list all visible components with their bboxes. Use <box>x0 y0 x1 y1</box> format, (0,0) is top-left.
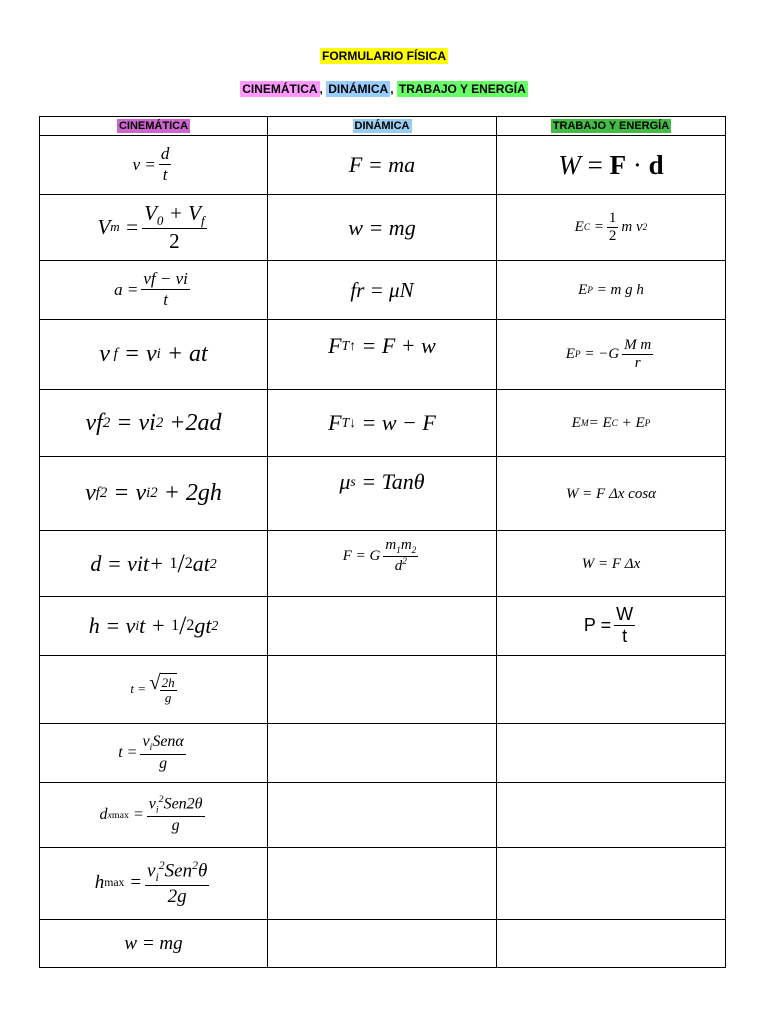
formula-peso: w = mg <box>268 195 497 261</box>
empty-cell <box>268 920 497 968</box>
formula-peso-cinematica: w = mg <box>40 920 268 968</box>
empty-cell <box>497 848 726 920</box>
formula-trabajo: W = F · d <box>497 136 726 195</box>
formula-potencia: P = $\frac{W}{t}$ <box>497 597 726 656</box>
formula-coeficiente-friccion: μ s = Tanθ <box>268 457 497 531</box>
header-cinematica: CINEMÁTICA <box>40 117 268 136</box>
formula-velocidad-media: V m = $\frac{V_0 + V_f}{2}$ <box>40 195 268 261</box>
table-row <box>40 920 726 968</box>
formula-aceleracion: a = $\frac{vf - vi}{t}$ <box>40 261 268 320</box>
formula-velocidad-final: v f = v i + at <box>40 320 268 390</box>
table-row <box>40 848 726 920</box>
formula-friccion: fr = μN <box>268 261 497 320</box>
subtitle-dinamica: DINÁMICA <box>328 82 389 96</box>
formula-caida-libre: v f 2 = v i 2 + 2gh <box>40 457 268 531</box>
subtitle: CINEMÁTICA , DINÁMICA , TRABAJO Y ENERGÍA <box>242 82 526 96</box>
empty-cell <box>268 597 497 656</box>
formula-fuerza-tension-abajo: F T↓ = w − F <box>268 390 497 457</box>
table-row <box>40 656 726 724</box>
table-row <box>40 597 726 656</box>
header-trabajo-energia: TRABAJO Y ENERGÍA <box>497 117 726 136</box>
table-header-row <box>40 117 726 136</box>
page-title <box>0 49 768 63</box>
formula-fuerza-tension-arriba: F T↑ = F + w <box>268 320 497 390</box>
formula-altura: h = v i t + 1 / 2 gt 2 <box>40 597 268 656</box>
empty-cell <box>497 920 726 968</box>
table-row <box>40 261 726 320</box>
formula-energia-potencial: E P = m g h <box>497 261 726 320</box>
subtitle-trabajo: TRABAJO Y ENERGÍA <box>398 82 526 96</box>
formula-trabajo-angulo: W = F Δx cosα <box>497 457 726 531</box>
formula-velocidad-cuadrado: vf 2 = vi 2 +2ad <box>40 390 268 457</box>
formula-gravitacion: F = G $\frac{m_1m_2}{d^2}$ <box>268 531 497 597</box>
header-dinamica: DINÁMICA <box>268 117 497 136</box>
page-title-text: FORMULARIO FÍSICA <box>322 49 446 63</box>
table-row <box>40 136 726 195</box>
table-row <box>40 783 726 848</box>
empty-cell <box>268 656 497 724</box>
empty-cell <box>268 724 497 783</box>
empty-cell <box>497 724 726 783</box>
formula-tiempo-caida: t = √ $\frac{2h}{g}$ <box>40 656 268 724</box>
formula-velocidad: v = $\frac{d}{t}$ <box>40 136 268 195</box>
table-row <box>40 390 726 457</box>
formula-trabajo-simple: W = F Δx <box>497 531 726 597</box>
table-row <box>40 320 726 390</box>
table-row <box>40 724 726 783</box>
formula-energia-cinetica: E C = $\frac{1}{2}$ m v 2 <box>497 195 726 261</box>
empty-cell <box>268 783 497 848</box>
subtitle-cinematica: CINEMÁTICA <box>242 82 318 96</box>
formula-distancia: d = vit+ 1 / 2 at 2 <box>40 531 268 597</box>
formula-altura-maxima: h max = $\frac{v_i^2Sen^2\theta}{2g}$ <box>40 848 268 920</box>
empty-cell <box>497 783 726 848</box>
formula-segunda-ley: F = ma <box>268 136 497 195</box>
table-row <box>40 195 726 261</box>
formula-tiempo-subida: t = $\frac{v_iSen\alpha}{g}$ <box>40 724 268 783</box>
empty-cell <box>268 848 497 920</box>
table-row <box>40 531 726 597</box>
table-row <box>40 457 726 531</box>
formula-energia-potencial-gravitatoria: E P = −G $\frac{\text{M m}}{r}$ <box>497 320 726 390</box>
formula-alcance-maximo: d xmax = $\frac{v_i^2Sen2\theta}{g}$ <box>40 783 268 848</box>
formula-energia-mecanica: E M = E C + E P <box>497 390 726 457</box>
empty-cell <box>497 656 726 724</box>
formula-table <box>39 116 726 968</box>
